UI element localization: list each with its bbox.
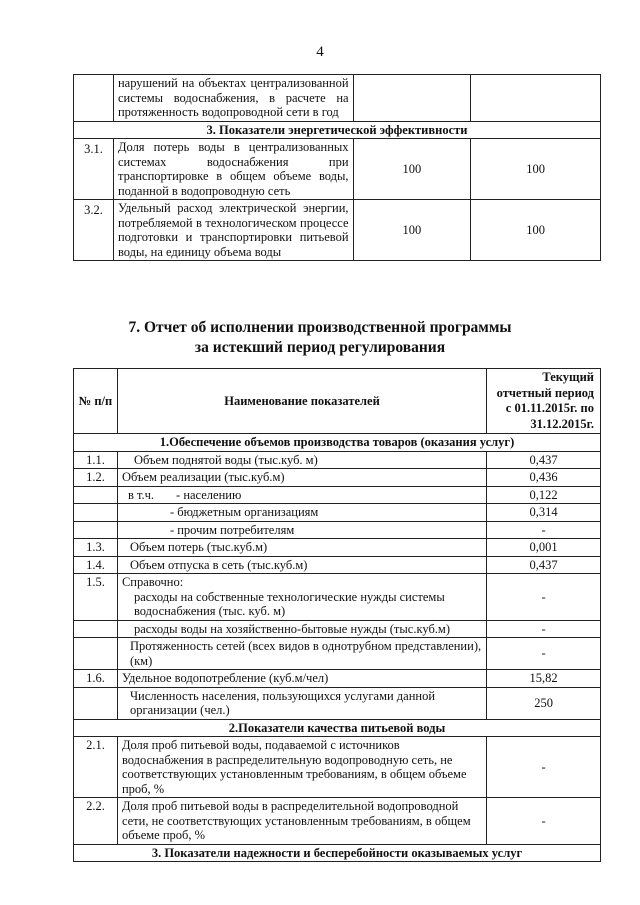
table-row (74, 620, 601, 638)
row-value: 0,001 (487, 539, 601, 557)
row-description: Объем поднятой воды (тыс.куб. м) (117, 451, 486, 469)
row-text: расходы на собственные технологические нужды системы водоснабжения (тыс. куб. м) (133, 589, 445, 618)
row-caption: Справочно: (121, 575, 184, 589)
row-number (74, 638, 118, 670)
row-value: 250 (487, 687, 601, 719)
section-title: 3. Показатели энергетической эффективности (74, 121, 601, 139)
table-row (74, 737, 601, 798)
row-value: 100 (471, 139, 601, 200)
section-header-row (74, 121, 601, 139)
table-row (74, 486, 601, 504)
table-row (74, 200, 601, 261)
heading-line: 7. Отчет об исполнении производственной программы (128, 319, 512, 336)
table-row (74, 451, 601, 469)
row-value: 0,436 (487, 469, 601, 487)
section-title: 1.Обеспечение объемов производства товаров (оказания услуг) (74, 434, 601, 452)
row-value: 0,437 (487, 451, 601, 469)
table-row (74, 139, 601, 200)
production-program-table (73, 368, 601, 862)
row-number: 2.1. (74, 737, 118, 798)
row-prefix: в т.ч. (127, 487, 155, 502)
row-number (74, 687, 118, 719)
row-description: нарушений на объектах централизованной системы водоснабжения, в расчете на протяженность водопроводной сети в год (113, 75, 353, 122)
row-number (74, 504, 118, 522)
row-description: - бюджетным организациям (117, 504, 486, 522)
section-title: 2.Показатели качества питьевой воды (74, 719, 601, 737)
row-number: 1.1. (74, 451, 118, 469)
table-header-row (74, 369, 601, 434)
section-title: 3. Показатели надежности и бесперебойности оказываемых услуг (74, 844, 601, 862)
energy-efficiency-table (73, 74, 601, 261)
row-number: 1.3. (74, 539, 118, 557)
row-description: Доля потерь воды в централизованных системах водоснабжения при транспортировке в общем объеме воды, поданной в водопроводную сеть (113, 139, 353, 200)
header-number: № п/п (74, 369, 118, 434)
table-row (74, 521, 601, 539)
row-value: - (487, 574, 601, 621)
section-header-row (74, 844, 601, 862)
table-row (74, 687, 601, 719)
row-number: 3.2. (74, 200, 114, 261)
row-value: - (487, 620, 601, 638)
page-number: 4 (316, 44, 324, 60)
row-value: 100 (471, 200, 601, 261)
row-description: Объем потерь (тыс.куб.м) (117, 539, 486, 557)
row-number (74, 620, 118, 638)
row-number: 2.2. (74, 798, 118, 845)
row-value: 0,437 (487, 556, 601, 574)
section-header-row (74, 434, 601, 452)
row-number (74, 521, 118, 539)
row-text: - населению (176, 487, 242, 502)
row-value (353, 75, 471, 122)
table-row (74, 504, 601, 522)
row-value: 100 (353, 139, 471, 200)
header-name: Наименование показателей (117, 369, 486, 434)
row-value: 0,314 (487, 504, 601, 522)
row-number: 1.2. (74, 469, 118, 487)
table-row (74, 670, 601, 688)
row-number (74, 486, 118, 504)
row-description: Численность населения, пользующихся услугами данной организации (чел.) (117, 687, 486, 719)
header-period: Текущий отчетный период с 01.11.2015г. по 31.12.2015г. (487, 369, 601, 434)
row-description: расходы воды на хозяйственно-бытовые нужды (тыс.куб.м) (117, 620, 486, 638)
row-value: - (487, 737, 601, 798)
row-description: Объем отпуска в сеть (тыс.куб.м) (117, 556, 486, 574)
heading-line: за истекший период регулирования (194, 339, 446, 356)
row-description: Удельное водопотребление (куб.м/чел) (117, 670, 486, 688)
row-value (471, 75, 601, 122)
row-description (117, 574, 486, 621)
row-number (74, 75, 114, 122)
table-row (74, 556, 601, 574)
row-value: 100 (353, 200, 471, 261)
section-heading (0, 318, 640, 358)
row-description: Протяженность сетей (всех видов в однотрубном представлении), (км) (117, 638, 486, 670)
row-number: 1.6. (74, 670, 118, 688)
row-number: 3.1. (74, 139, 114, 200)
row-description: Объем реализации (тыс.куб.м) (117, 469, 486, 487)
row-description: Доля проб питьевой воды в распределительной водопроводной сети, не соответствующих установленным требованиям, в общем объеме проб, % (117, 798, 486, 845)
row-description: - прочим потребителям (117, 521, 486, 539)
row-value: - (487, 798, 601, 845)
table-row (74, 798, 601, 845)
row-value: 0,122 (487, 486, 601, 504)
table-row (74, 469, 601, 487)
table-row (74, 638, 601, 670)
table-row (74, 574, 601, 621)
section-header-row (74, 719, 601, 737)
row-value: 15,82 (487, 670, 601, 688)
row-value: - (487, 638, 601, 670)
row-description: Удельный расход электрической энергии, потребляемой в технологическом процессе подготовки и транспортировки питьевой воды, на единицу объема воды (113, 200, 353, 261)
row-number: 1.5. (74, 574, 118, 621)
table-row (74, 75, 601, 122)
table-row (74, 539, 601, 557)
row-description (117, 486, 486, 504)
row-number: 1.4. (74, 556, 118, 574)
row-value: - (487, 521, 601, 539)
row-description: Доля проб питьевой воды, подаваемой с источников водоснабжения в распределительную водопроводную сеть, не соответствующих установленным требованиям, в общем объеме проб, % (117, 737, 486, 798)
